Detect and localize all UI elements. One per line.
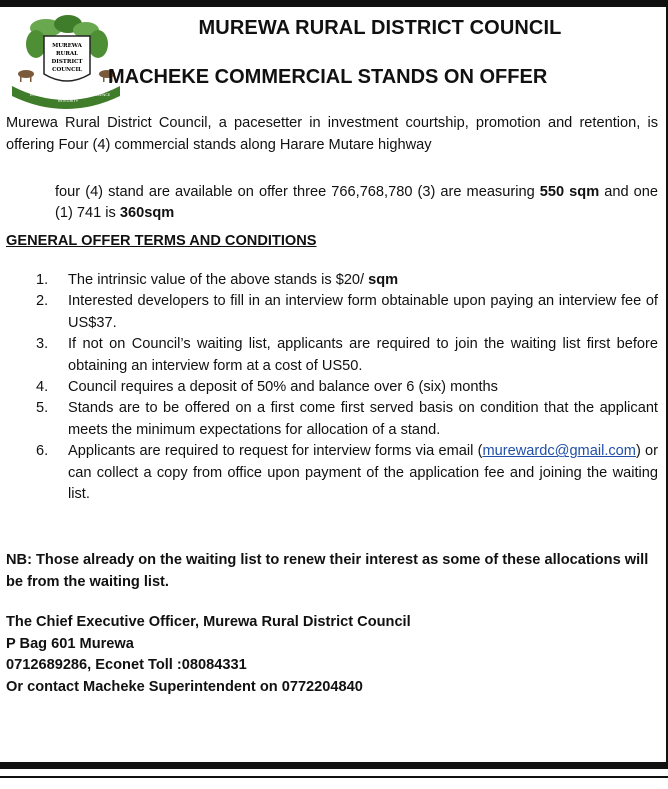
svg-text:COUNCIL: COUNCIL bbox=[52, 67, 82, 73]
council-name-heading: MUREWA RURAL DISTRICT COUNCIL bbox=[198, 17, 562, 39]
stand-size-550: 550 sqm bbox=[539, 184, 600, 200]
term-text: Interested developers to fill in an interview form obtainable upon paying an interview fee of US$37. bbox=[68, 293, 658, 331]
svg-text:EXCELLENCE: EXCELLENCE bbox=[86, 92, 111, 97]
contact-officer: The Chief Executive Officer, Murewa Rural District Council bbox=[6, 614, 411, 630]
term-item bbox=[0, 398, 658, 441]
svg-text:DISTRICT: DISTRICT bbox=[51, 59, 83, 65]
term-number: 3. bbox=[36, 336, 49, 353]
stands-paragraph bbox=[55, 182, 658, 224]
term-text-after: ) or can collect a copy from office upon payment of the application fee and joining the waiting list. bbox=[68, 443, 659, 503]
stands-text-before: four (4) stand are available on offer three 766,768,780 (3) are measuring bbox=[55, 184, 540, 200]
contact-superintendent: Or contact Macheke Superintendent on 0772204840 bbox=[6, 678, 363, 695]
term-item bbox=[0, 377, 658, 398]
term-number: 2. bbox=[36, 293, 49, 310]
stands-text-middle: and one (1) 741 is bbox=[55, 184, 658, 221]
svg-text:MUREWA: MUREWA bbox=[52, 43, 82, 49]
bottom-border bbox=[0, 762, 668, 769]
contact-block bbox=[6, 612, 411, 698]
term-item bbox=[0, 270, 658, 291]
svg-text:RURAL: RURAL bbox=[55, 51, 79, 57]
council-crest-icon bbox=[6, 14, 126, 110]
contact-phone: 0712689286, Econet Toll :08084331 bbox=[6, 657, 247, 673]
bottom-rule bbox=[0, 776, 668, 778]
term-bold-unit: sqm bbox=[368, 272, 399, 288]
terms-list bbox=[0, 270, 658, 505]
term-text: Council requires a deposit of 50% and balance over 6 (six) months bbox=[68, 379, 498, 396]
term-item bbox=[0, 291, 658, 334]
term-text: The intrinsic value of the above stands is $20/ bbox=[68, 272, 369, 288]
top-border bbox=[0, 0, 668, 7]
term-item bbox=[0, 441, 658, 505]
term-number: 4. bbox=[36, 379, 49, 396]
svg-text:EMPOWERMENT: EMPOWERMENT bbox=[30, 92, 61, 97]
offer-title-heading: MACHEKE COMMERCIAL STANDS ON OFFER bbox=[108, 66, 548, 88]
term-item bbox=[0, 334, 658, 377]
svg-text:INTEGRITY: INTEGRITY bbox=[58, 98, 79, 103]
stand-size-360: 360sqm bbox=[119, 205, 175, 221]
nb-notice: NB: Those already on the waiting list to renew their interest as some of these allocations will be from the waiting list. bbox=[6, 552, 649, 590]
term-text: Stands are to be offered on a first come first served basis on condition that the applicant meets the minimum expectations for allocation of a stand. bbox=[68, 400, 658, 438]
contact-address: P Bag 601 Murewa bbox=[6, 635, 134, 652]
term-text-before: Applicants are required to request for interview forms via email ( bbox=[68, 443, 483, 460]
email-link[interactable]: murewardc@gmail.com bbox=[482, 443, 636, 460]
council-logo bbox=[6, 14, 126, 110]
term-number: 1. bbox=[36, 272, 49, 288]
term-number: 5. bbox=[36, 400, 49, 417]
term-number: 6. bbox=[36, 443, 49, 460]
term-text: If not on Council’s waiting list, applicants are required to join the waiting list first before obtaining an interview form at a cost of US50. bbox=[68, 336, 658, 374]
intro-paragraph: Murewa Rural District Council, a pacesetter in investment courtship, promotion and retention, is offering Four (4) commercial stands along Harare Mutare highway bbox=[6, 115, 658, 153]
terms-heading: GENERAL OFFER TERMS AND CONDITIONS bbox=[6, 233, 317, 249]
